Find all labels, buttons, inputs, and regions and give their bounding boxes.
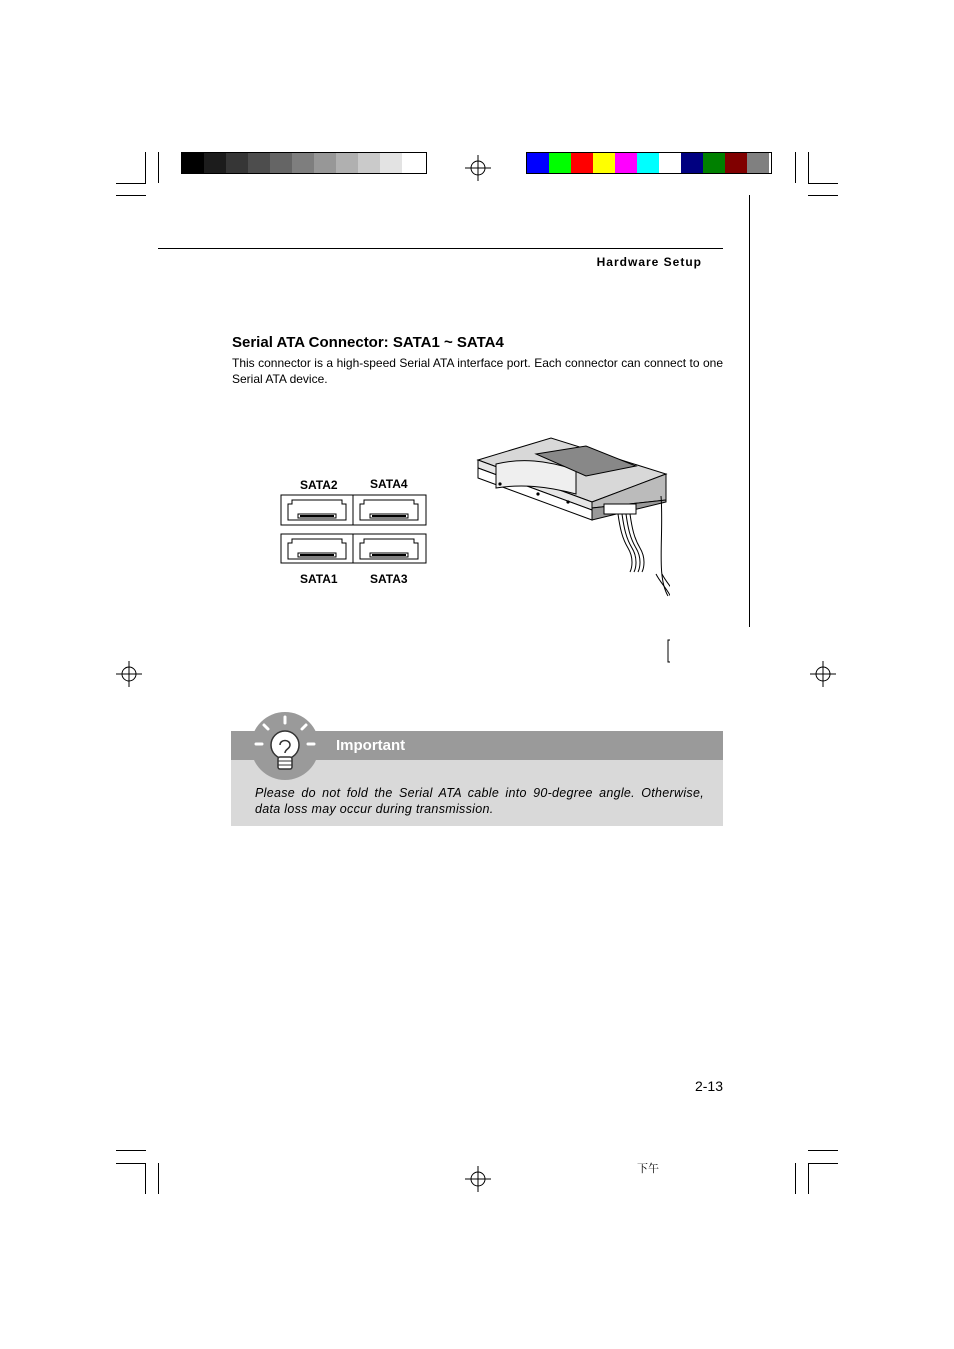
gray-swatch — [204, 153, 226, 173]
color-calibration-bar — [526, 152, 772, 174]
crop-mark — [116, 183, 146, 184]
registration-target-icon — [810, 661, 836, 687]
color-swatch — [593, 153, 615, 173]
gray-swatch — [270, 153, 292, 173]
running-head: Hardware Setup — [596, 255, 702, 269]
crop-mark — [808, 1163, 838, 1164]
section-title: Serial ATA Connector: SATA1 ~ SATA4 — [232, 334, 504, 351]
gray-swatch — [182, 153, 204, 173]
section-body: This connector is a high-speed Serial ATA interface port. Each connector can connect to one Serial ATA device. — [232, 356, 723, 386]
crop-mark — [808, 152, 809, 183]
crop-mark — [116, 1163, 146, 1164]
side-rule — [749, 195, 750, 627]
crop-mark — [808, 1150, 838, 1151]
color-swatch — [725, 153, 747, 173]
color-swatch — [571, 153, 593, 173]
sata4-label: SATA4 — [370, 477, 408, 491]
important-text: Please do not fold the Serial ATA cable into 90-degree angle. Otherwise, data loss may occur during transmission. — [255, 786, 704, 816]
gray-swatch — [292, 153, 314, 173]
gray-swatch — [380, 153, 402, 173]
crop-mark — [116, 195, 146, 196]
color-swatch — [549, 153, 571, 173]
page-number: 2-13 — [694, 1078, 723, 1094]
crop-mark — [145, 152, 146, 183]
color-swatch — [615, 153, 637, 173]
color-swatch — [637, 153, 659, 173]
crop-mark — [795, 152, 796, 183]
sata3-label: SATA3 — [370, 572, 408, 586]
color-swatch — [747, 153, 769, 173]
gray-swatch — [402, 153, 424, 173]
crop-mark — [808, 183, 838, 184]
crop-mark — [795, 1163, 796, 1194]
color-swatch — [681, 153, 703, 173]
color-swatch — [703, 153, 725, 173]
gray-swatch — [358, 153, 380, 173]
sata-connector-block — [280, 494, 428, 564]
grayscale-calibration-bar — [181, 152, 427, 174]
gray-swatch — [314, 153, 336, 173]
crop-mark — [145, 1163, 146, 1194]
crop-mark — [116, 1150, 146, 1151]
sata1-label: SATA1 — [300, 572, 338, 586]
hard-drive-with-cable-illustration — [476, 436, 670, 664]
crop-mark — [158, 152, 159, 183]
registration-target-icon — [465, 155, 491, 181]
sata2-label: SATA2 — [300, 478, 338, 492]
color-swatch — [659, 153, 681, 173]
crop-mark — [808, 1163, 809, 1194]
lightbulb-icon — [250, 711, 320, 781]
gray-swatch — [226, 153, 248, 173]
gray-swatch — [248, 153, 270, 173]
footer-mark: 下午 — [637, 1162, 659, 1175]
crop-mark — [808, 195, 838, 196]
color-swatch — [527, 153, 549, 173]
gray-swatch — [336, 153, 358, 173]
registration-target-icon — [465, 1166, 491, 1192]
important-title: Important — [336, 737, 406, 754]
crop-mark — [158, 1163, 159, 1194]
header-rule — [158, 248, 723, 249]
registration-target-icon — [116, 661, 142, 687]
